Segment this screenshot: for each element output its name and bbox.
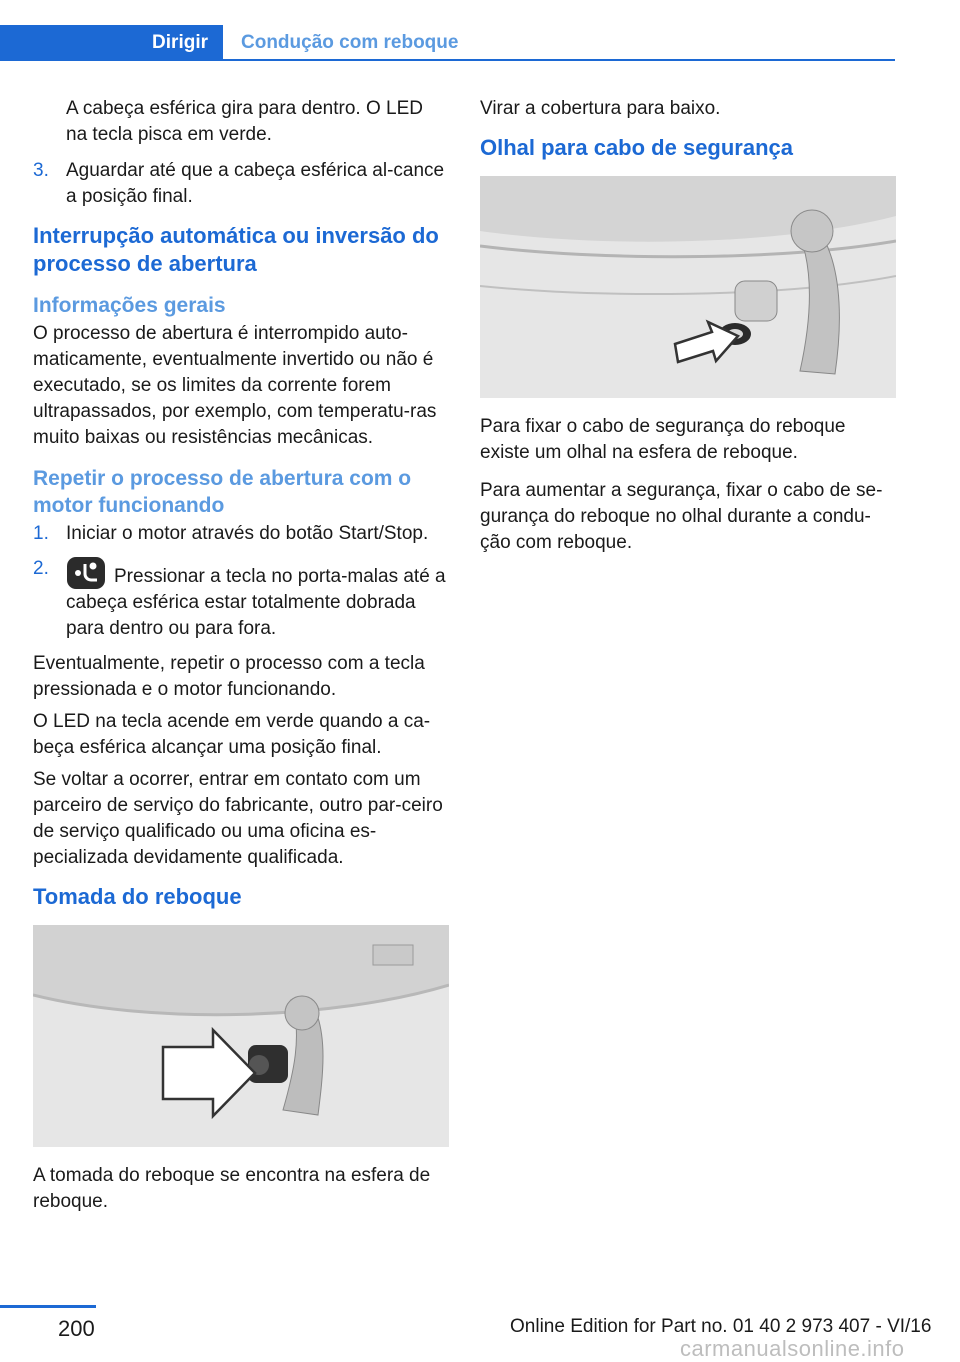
heading-trailer-socket: Tomada do reboque: [33, 884, 242, 909]
paragraph-contact: Se voltar a ocorrer, entrar em contato com um parceiro de serviço do fabricante, outro par‐ceiro de serviço qualificado ou uma oficina es‐pecializada devidamente qualificada.: [33, 769, 443, 868]
header-rule: [0, 59, 895, 61]
paragraph-cover: Virar a cobertura para baixo.: [480, 98, 721, 119]
trailer-socket-figure: [33, 925, 449, 1147]
general-info-text: O processo de abertura é interrompido auto‐maticamente, eventualmente invertido ou não é executado, se os limites da corrente forem ultrapassados, por exemplo, com temperatu‐ras muito baixas ou resistências mecânicas.: [33, 323, 437, 448]
heading-repeat-process: Repetir o processo de abertura com o motor funcionando: [33, 467, 412, 517]
page-header: [0, 25, 895, 61]
tow-hitch-button-icon: [66, 556, 106, 590]
edition-note: Online Edition for Part no. 01 40 2 973 407 - VI/16: [510, 1316, 932, 1337]
safety-eye-figure: [480, 176, 896, 398]
step-number: 3.: [33, 160, 49, 181]
step-number: 1.: [33, 523, 49, 544]
trailer-socket-illustration: [33, 925, 449, 1147]
safety-eye-illustration: [480, 176, 896, 398]
left-column: [33, 96, 449, 1215]
step-number: 2.: [33, 558, 49, 579]
right-column: [480, 96, 896, 568]
heading-general-info: Informações gerais: [33, 294, 226, 317]
paragraph-eye-2: Para aumentar a segurança, fixar o cabo de se‐gurança do reboque no olhal durante a condu‐ção com reboque.: [480, 480, 883, 553]
step-item: [33, 556, 449, 642]
heading-auto-interrupt: Interrupção automática ou inversão do processo de abertura: [33, 223, 439, 276]
step-item: [33, 158, 449, 210]
footer-rule: [0, 1305, 96, 1308]
heading-safety-eye: Olhal para cabo de segurança: [480, 135, 794, 160]
step-text-wrap: [66, 556, 449, 642]
section-tab-active[interactable]: Dirigir: [0, 25, 223, 61]
paragraph-led: O LED na tecla acende em verde quando a ca‐beça esférica alcançar uma posição final.: [33, 711, 431, 758]
trailer-socket-caption: A tomada do reboque se encontra na esfera de reboque.: [33, 1165, 431, 1212]
site-watermark: carmanualsonline.info: [680, 1336, 905, 1361]
step-text: Aguardar até que a cabeça esférica al‐cance a posição final.: [66, 160, 445, 207]
paragraph-eye-1: Para fixar o cabo de segurança do reboque existe um olhal na esfera de reboque.: [480, 416, 846, 463]
step-text: Pressionar a tecla no porta-malas até a cabeça esférica estar totalmente dobrada para dentro ou para fora.: [66, 566, 446, 639]
step-item: [33, 521, 449, 547]
page-number: 200: [58, 1316, 95, 1341]
paragraph-eventual: Eventualmente, repetir o processo com a tecla pressionada e o motor funcionando.: [33, 653, 425, 700]
section-tab-inactive[interactable]: Condução com reboque: [241, 32, 459, 53]
step-text: Iniciar o motor através do botão Start/Stop.: [66, 523, 429, 544]
step-continuation: A cabeça esférica gira para dentro. O LED na tecla pisca em verde.: [66, 98, 423, 145]
